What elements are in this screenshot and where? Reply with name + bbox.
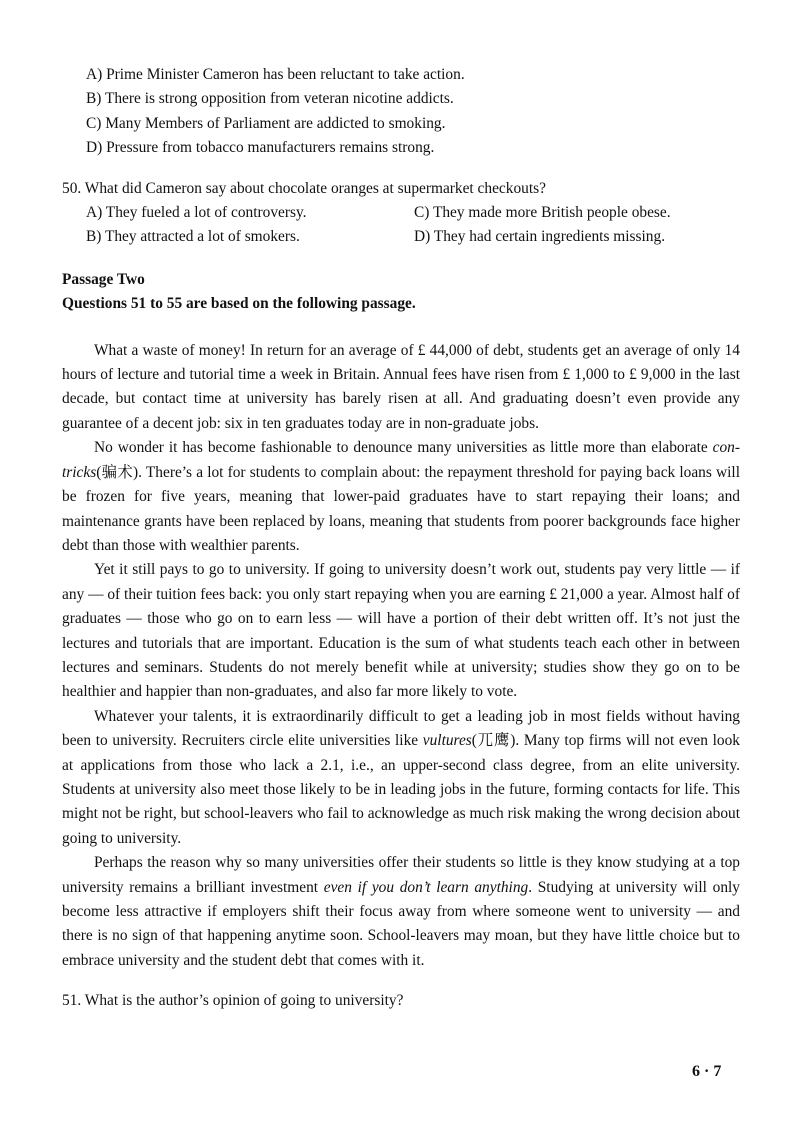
q50-options-row-2: [62, 225, 740, 249]
paragraph-3-text: Yet it still pays to go to university. If going to university doesn’t work out, students pay very little — if any — of their tuition fees back: you only start repaying when you are earning £ 21,000 a year. Almost half of graduates — those who go on to earn less — will have a portion of their debt written off. It’s not just the lectures and tutorials that are important. Education is the sum of what students teach each other in between lectures and seminars. Students do not merely benefit while at university; studies show they go on to be healthier and happier than non-graduates, and also far more likely to vote.: [62, 561, 740, 701]
term-vultures: vultures: [422, 732, 472, 750]
passage-paragraph-4: [62, 705, 740, 851]
term-con-tricks: con-tricks: [62, 439, 740, 481]
paragraph-1-text: What a waste of money! In return for an average of £ 44,000 of debt, students get an average of only 14 hours of lecture and tutorial time a week in Britain. Annual fees have risen from £ 1,000 to £ 9,000 in the last decade, but contact time at university has barely risen at all. And graduating doesn’t even provide any guarantee of a decent job: six in ten graduates today are in non-graduate jobs.: [62, 341, 740, 432]
paragraph-4-text-b: . Many top firms will not even look at applications from those who lack a 2.1, i.e., an upper-second class degree, from an elite university. Students at university also meet those likely to be in leading jobs in the future, forming contacts for life. This might not be right, but school-leavers who fail to acknowledge as much risk making the wrong decision about going to university.: [62, 732, 740, 847]
q50-option-d: D) They had certain ingredients missing.: [414, 228, 666, 246]
q51-question: 51. What is the author’s opinion of going to university?: [62, 992, 404, 1010]
q49-option-b: B) There is strong opposition from veteran nicotine addicts.: [86, 90, 454, 108]
q49-options: [62, 63, 740, 161]
q50-option-b: B) They attracted a lot of smokers.: [86, 228, 300, 246]
q50-option-a: A) They fueled a lot of controversy.: [86, 204, 307, 222]
q50-options-row-1: [62, 201, 740, 225]
phrase-even-if: even if you don’t learn anything: [323, 878, 529, 896]
passage-title: Passage Two: [62, 270, 145, 288]
passage-paragraph-1: [62, 339, 740, 437]
paragraph-2-text-a: No wonder it has become fashionable to denounce many universities as little more than elaborate: [94, 439, 713, 457]
q50-option-c: C) They made more British people obese.: [414, 204, 671, 222]
paragraph-5-text-a: Perhaps the reason why so many universities offer their students so little is they know studying at a top university remains a brilliant investment: [62, 854, 740, 896]
passage-paragraph-5: [62, 851, 740, 973]
q49-option-c: C) Many Members of Parliament are addicted to smoking.: [86, 114, 446, 132]
passage-body: [62, 339, 740, 974]
paragraph-4-text-a: Whatever your talents, it is extraordinarily difficult to get a leading job in most fields without having been to university. Recruiters circle elite universities like: [62, 707, 740, 750]
passage-paragraph-3: [62, 558, 740, 704]
exam-page: [62, 63, 740, 1014]
paragraph-2-text-b: . There’s a lot for students to complain about: the repayment threshold for paying back loans will be frozen for five years, meaning that lower-paid graduates have to start repaying their loans; and maintenance grants have been replaced by loans, meaning that students from poorer backgrounds face higher debt than those with wealthier parents.: [62, 463, 740, 554]
page-number: 6 · 7: [692, 1063, 722, 1080]
gloss-vultures: (兀鹰): [471, 732, 516, 750]
gloss-con-tricks: (骗术): [96, 463, 139, 481]
passage-instruction: Questions 51 to 55 are based on the following passage.: [62, 295, 416, 313]
passage-paragraph-2: [62, 436, 740, 558]
paragraph-5-text-b: . Studying at university will only become less attractive if employers shift their focus away from where someone went to university — and there is no sign of that happening anytime soon. School-leavers may moan, but they have little choice but to embrace university and the student debt that comes with it.: [62, 878, 740, 969]
q49-option-a: A) Prime Minister Cameron has been reluctant to take action.: [86, 66, 465, 83]
q50-question: 50. What did Cameron say about chocolate oranges at supermarket checkouts?: [62, 179, 546, 197]
q49-option-d: D) Pressure from tobacco manufacturers remains strong.: [86, 139, 435, 157]
